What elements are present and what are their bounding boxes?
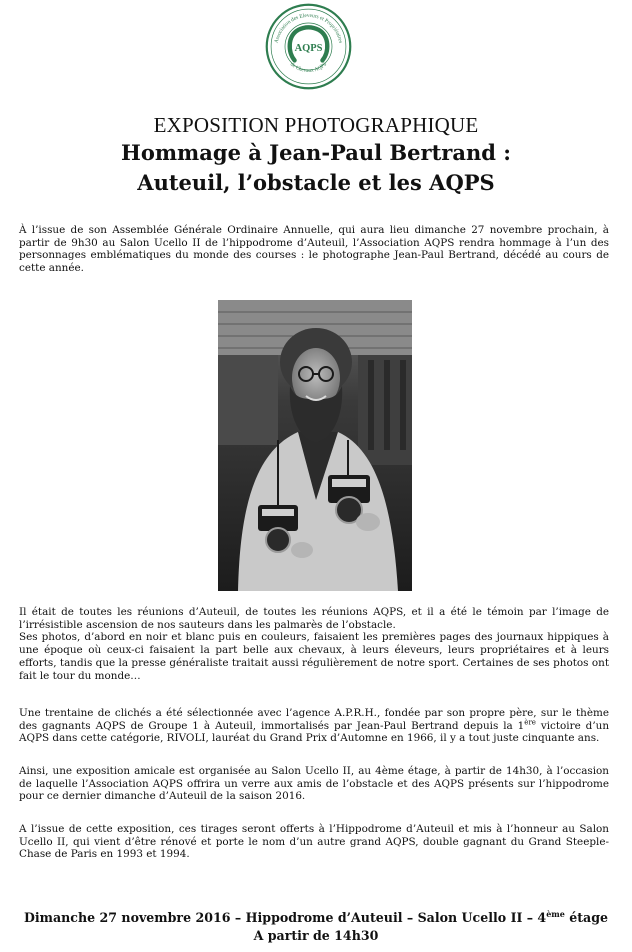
title-line-2: Auteuil, l’obstacle et les AQPS xyxy=(137,170,495,195)
logo-ring-top-text: Association des Eleveurs et Propriétaires xyxy=(273,12,344,44)
career-paragraph-line-a: Il était de toutes les réunions d’Auteuil, de toutes les réunions AQPS, et il a été le témoin par l’image de l’irrésistible ascension de nos sauteurs dans les palmarès de l’obstacle. xyxy=(19,606,609,631)
event-time-line: A partir de 14h30 xyxy=(253,928,379,943)
event-floor-text: étage xyxy=(564,910,609,925)
donation-paragraph: A l’issue de cette exposition, ces tirages seront offerts à l’Hippodrome d’Auteuil et mis à l’honneur au Salon Ucello II, qui vient d’être rénové et porte le nom d’un autre grand AQPS, double gagnant du Grand Steeple-Chase de Paris en 1993 et 1994. xyxy=(19,823,609,861)
event-date-text: Dimanche 27 novembre 2016 – Hippodrome d’Auteuil – Salon Ucello II – 4 xyxy=(23,910,547,925)
intro-paragraph: À l’issue de son Assemblée Générale Ordinaire Annuelle, qui aura lieu dimanche 27 novembre prochain, à partir de 9h30 au Salon Ucello II de l’hippodrome d’Auteuil, l’Association AQPS rendra hommage à l’un des personnages emblématiques du monde des courses : le photographe Jean-Paul Bertrand, décédé au cours de cette année. xyxy=(19,224,609,275)
selection-superscript: ère xyxy=(524,718,536,727)
selection-text-end: victoire d’un AQPS dans cette catégorie, RIVOLI, lauréat du Grand Prix d’Automne en 1966, il y a tout juste cinquante ans. xyxy=(19,719,610,745)
selection-paragraph xyxy=(19,707,609,745)
logo-center-text: AQPS xyxy=(294,42,323,54)
exhibition-paragraph: Ainsi, une exposition amicale est organisée au Salon Ucello II, au 4ème étage, à partir de 14h30, à l’occasion de laquelle l’Association AQPS offrira un verre aux amis de l’obstacle et des AQPS présents sur l’hippodrome pour ce dernier dimanche d’Auteuil de la saison 2016. xyxy=(19,765,609,803)
exhibition-heading: EXPOSITION PHOTOGRAPHIQUE xyxy=(153,113,479,137)
aqps-logo xyxy=(265,3,352,90)
title-line-1: Hommage à Jean-Paul Bertrand : xyxy=(120,140,511,165)
selection-text-start: Une trentaine de clichés a été sélectionnée avec l’agence A.P.R.H., fondée par son propre père, sur le thème des gagnants AQPS de Groupe 1 à Auteuil, immortalisés par Jean-Paul Bertrand depuis la 1 xyxy=(19,707,609,732)
photographer-portrait-photo xyxy=(218,300,412,591)
event-floor-superscript: ème xyxy=(546,908,565,919)
career-paragraph xyxy=(19,606,609,682)
logo-ring-bottom-text: de Chevaux AQPS xyxy=(288,61,329,74)
event-date-line xyxy=(0,910,632,925)
career-paragraph-line-b: Ses photos, d’abord en noir et blanc puis en couleurs, faisaient les premières pages des journaux hippiques à une époque où ceux-ci faisaient la part belle aux chevaux, à leurs éleveurs, leurs propriétaires et à leurs efforts, tandis que la presse généraliste traitait aussi régulièrement de notre sport. Certaines de ses photos ont fait le tour du monde… xyxy=(19,631,609,682)
